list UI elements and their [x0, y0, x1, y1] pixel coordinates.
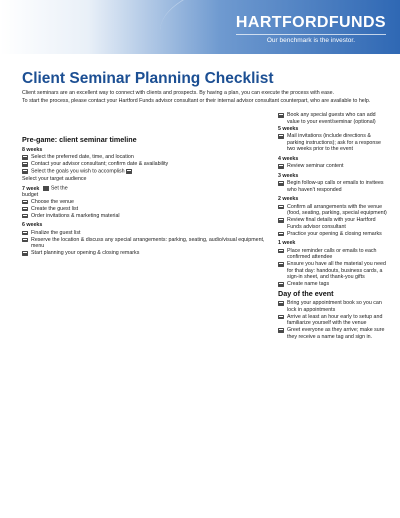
- timeline-group-5-weeks: [278, 126, 388, 153]
- brand-tagline: Our benchmark is the investor.: [266, 37, 356, 44]
- checklist-item[interactable]: [278, 300, 388, 313]
- checklist-item[interactable]: [278, 261, 388, 281]
- item-text: Book any special guests who can add value to your event/seminar (optional): [287, 112, 376, 125]
- checklist-item[interactable]: [278, 217, 388, 230]
- item-text: Create the guest list: [31, 205, 79, 212]
- day-of-event-title: Day of the event: [278, 288, 334, 298]
- checkbox-icon[interactable]: [22, 200, 28, 205]
- checkbox-icon[interactable]: [278, 249, 284, 254]
- intro-paragraph-1: Client seminars are an excellent way to connect with clients and prospects. By having a plan, you can execute the process with ease.: [22, 90, 335, 96]
- item-text: Mail invitations (include directions & parking instructions); ask for a response two weeks prior to the event: [287, 133, 381, 152]
- group-label: 2 weeks: [278, 196, 299, 202]
- checkbox-icon[interactable]: [22, 231, 28, 236]
- item-text-trailing: budget: [22, 192, 39, 198]
- checkbox-icon[interactable]: [278, 134, 284, 139]
- checklist-item[interactable]: [278, 327, 388, 340]
- timeline-group-2-weeks: [278, 196, 388, 237]
- group-label: 4 weeks: [278, 155, 299, 162]
- item-text: Arrive at least an hour early to setup and familiarize yourself with the venue: [287, 313, 383, 326]
- checklist-item[interactable]: [278, 248, 388, 261]
- group-label: 1 week: [278, 240, 296, 246]
- group-header-row: [22, 185, 267, 192]
- checklist-item[interactable]: [22, 206, 267, 213]
- checkbox-icon[interactable]: [22, 162, 28, 167]
- checkbox-icon[interactable]: [22, 207, 28, 212]
- checklist-item[interactable]: [22, 168, 267, 175]
- item-text-trailing: Select your target audience: [22, 175, 87, 182]
- checklist-item[interactable]: [22, 250, 267, 257]
- day-of-event-section: [278, 288, 388, 341]
- checkbox-icon[interactable]: [278, 328, 284, 333]
- checkbox-icon[interactable]: [278, 315, 284, 320]
- timeline-group-7-week: [22, 185, 267, 219]
- intro-paragraph-2: To start the process, please contact your Hartford Funds advisor consultant or their internal advisor consultant counterpart, who are available to help.: [22, 97, 371, 104]
- item-text: Choose the venue: [31, 198, 74, 205]
- checkbox-icon[interactable]: [278, 113, 284, 118]
- checklist-item[interactable]: [22, 161, 267, 168]
- checklist-item[interactable]: [22, 237, 267, 250]
- checkbox-icon[interactable]: [278, 181, 284, 186]
- pregame-title: Pre-game: client seminar timeline: [22, 135, 137, 144]
- checklist-item[interactable]: [278, 231, 388, 238]
- timeline-group-3-weeks: [278, 173, 388, 194]
- item-text: Practice your opening & closing remarks: [287, 230, 382, 237]
- checkbox-icon[interactable]: [43, 186, 49, 191]
- item-text: Select the goals you wish to accomplish: [31, 168, 125, 175]
- item-text: Start planning your opening & closing remarks: [31, 250, 140, 256]
- checklist-item[interactable]: [278, 112, 388, 125]
- group-label: 6 weeks: [22, 222, 43, 228]
- item-text: Select the preferred date, time, and location: [31, 154, 134, 160]
- checkbox-icon[interactable]: [278, 301, 284, 306]
- item-text: Review seminar content: [287, 163, 344, 169]
- group-label: 5 weeks: [278, 125, 299, 132]
- item-text: Confirm all arrangements with the venue (food, seating, parking, special equipment): [287, 203, 387, 216]
- item-text: Reserve the location & discuss any special arrangements: parking, seating, audio/visual equipment, menu: [31, 236, 265, 249]
- timeline-group-6-weeks: [22, 222, 267, 257]
- timeline-column-right: [278, 112, 388, 343]
- item-text: Begin follow-up calls or emails to invitees who haven't responded: [287, 180, 384, 193]
- group-label: 8 weeks: [22, 146, 43, 153]
- checkbox-icon[interactable]: [278, 282, 284, 287]
- checklist-item[interactable]: [22, 154, 267, 161]
- checklist-item[interactable]: [278, 180, 388, 193]
- checkbox-icon[interactable]: [278, 232, 284, 237]
- page-title: Client Seminar Planning Checklist: [22, 70, 274, 87]
- checklist-item[interactable]: [278, 281, 388, 288]
- checkbox-icon[interactable]: [278, 164, 284, 169]
- group-label: 3 weeks: [278, 172, 299, 179]
- item-text: Create name tags: [287, 281, 330, 287]
- pregame-column: [22, 137, 267, 260]
- checkbox-icon[interactable]: [22, 169, 28, 174]
- item-text: Contact your advisor consultant; confirm date & availability: [31, 161, 169, 167]
- item-text: Review final details with your Hartford Funds advisor consultant: [287, 217, 376, 230]
- checklist-item[interactable]: [278, 314, 388, 327]
- checkbox-icon[interactable]: [278, 262, 284, 267]
- checklist-item[interactable]: [22, 230, 267, 237]
- group-label: 7 week: [22, 185, 40, 192]
- checklist-item[interactable]: [278, 133, 388, 153]
- checkbox-icon[interactable]: [22, 155, 28, 160]
- timeline-group-4-weeks: [278, 156, 388, 170]
- brand-rule: [236, 34, 386, 35]
- brand-logo: [236, 14, 386, 44]
- timeline-group-1-week: [278, 240, 388, 288]
- checklist-item[interactable]: [278, 163, 388, 170]
- checklist-item[interactable]: [22, 199, 267, 206]
- checkbox-icon[interactable]: [22, 238, 28, 243]
- brand-name: HARTFORDFUNDS: [235, 14, 386, 31]
- item-text: Ensure you have all the material you need for that day: handouts, business cards, a sign-in sheet, and thank-you gifts: [287, 261, 386, 280]
- header-banner: [0, 0, 400, 54]
- checkbox-icon[interactable]: [278, 218, 284, 223]
- item-text: Order invitations & marketing material: [31, 212, 120, 219]
- checkbox-icon[interactable]: [126, 169, 132, 174]
- item-text: Set the: [50, 185, 68, 192]
- checklist-item[interactable]: [22, 213, 267, 220]
- checkbox-icon[interactable]: [22, 214, 28, 219]
- item-text: Greet everyone as they arrive; make sure they receive a name tag and sign in.: [287, 327, 385, 340]
- checkbox-icon[interactable]: [278, 205, 284, 210]
- timeline-group-8-weeks: [22, 147, 267, 183]
- item-text: Finalize the guest list: [31, 229, 81, 236]
- checkbox-icon[interactable]: [22, 251, 28, 256]
- item-text: Bring your appointment book so you can lock in appointments: [287, 300, 382, 313]
- intro: [22, 90, 374, 105]
- item-text: Place reminder calls or emails to each confirmed attendee: [287, 247, 377, 260]
- checklist-item[interactable]: [278, 204, 388, 217]
